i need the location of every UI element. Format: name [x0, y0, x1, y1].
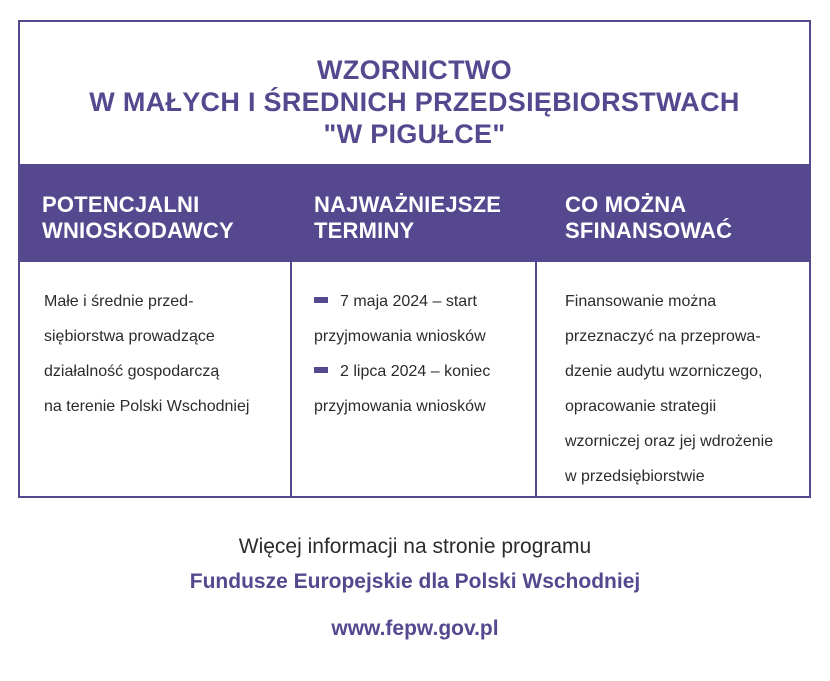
date-start: 7 maja 2024 – start: [340, 293, 477, 310]
text-line: Małe i średnie przed-: [44, 293, 194, 310]
bullet-icon: [314, 297, 328, 303]
heading-applicants: POTENCJALNI WNIOSKODAWCY: [42, 192, 234, 243]
footer-info: Więcej informacji na stronie programu: [238, 535, 592, 558]
date-end: 2 lipca 2024 – koniec: [340, 363, 491, 380]
text-line: w przedsiębiorstwie: [565, 468, 705, 485]
financing-text: [565, 284, 773, 494]
text-line: przyjmowania wniosków: [314, 328, 486, 345]
heading-financing: CO MOŻNA SFINANSOWAĆ: [565, 192, 733, 243]
applicants-text: [44, 284, 249, 424]
footer-program-name: Fundusze Europejskie dla Polski Wschodniej: [189, 570, 641, 593]
list-item: [314, 354, 490, 389]
text-line: działalność gospodarczą: [44, 363, 220, 380]
text-line: dzenie audytu wzorniczego,: [565, 363, 763, 380]
title-line-2: W MAŁYCH I ŚREDNICH PRZEDSIĘBIORSTWACH: [89, 87, 740, 117]
list-item: [314, 284, 490, 319]
dates-list: [314, 284, 490, 424]
text-line: siębiorstwa prowadzące: [44, 328, 215, 345]
footer-url-link[interactable]: www.fepw.gov.pl: [331, 617, 499, 640]
text-line: wzorniczej oraz jej wdrożenie: [565, 433, 774, 450]
box-title: [20, 54, 809, 150]
column-divider: [290, 164, 292, 496]
heading-dates: NAJWAŻNIEJSZE TERMINY: [314, 192, 502, 243]
text-line: na terenie Polski Wschodniej: [44, 398, 250, 415]
title-line-3: "W PIGUŁCE": [323, 119, 506, 149]
text-line: Finansowanie można: [565, 293, 717, 310]
text-line: przeznaczyć na przeprowa-: [565, 328, 761, 345]
bullet-icon: [314, 367, 328, 373]
text-line: przyjmowania wniosków: [314, 398, 486, 415]
title-line-1: WZORNICTWO: [317, 55, 512, 85]
info-box: [18, 20, 811, 498]
header-band: [20, 164, 809, 262]
column-divider: [535, 164, 537, 496]
text-line: opracowanie strategii: [565, 398, 717, 415]
